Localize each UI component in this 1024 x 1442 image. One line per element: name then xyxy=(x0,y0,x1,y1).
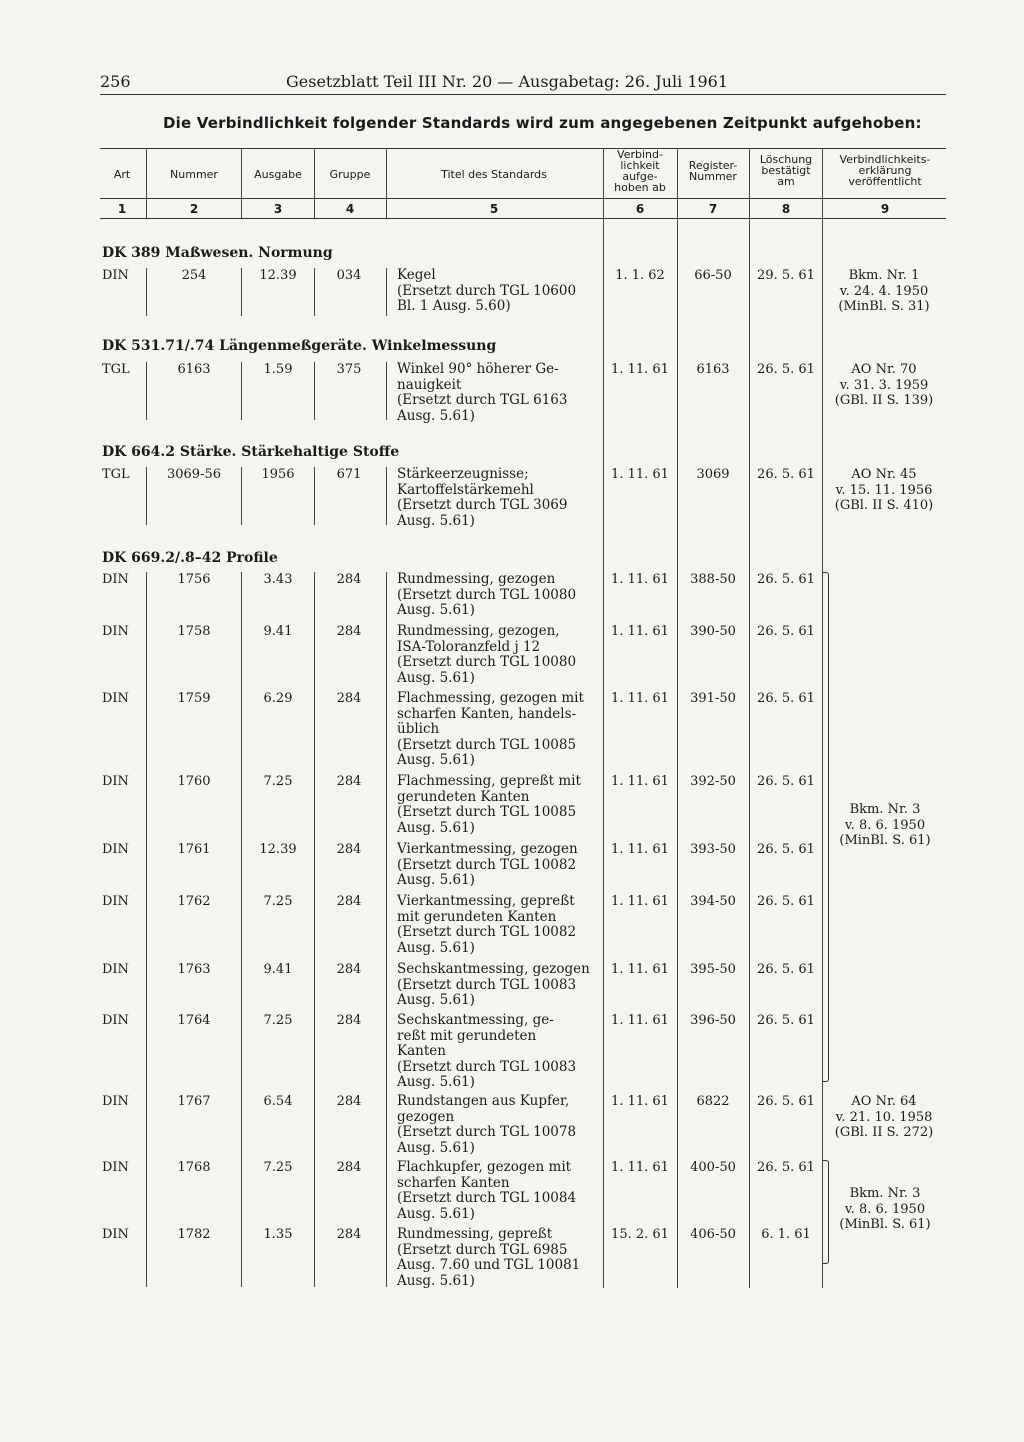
cell-art: DIN xyxy=(102,1013,129,1028)
row-divider xyxy=(241,362,242,420)
cell-ausgabe: 1956 xyxy=(261,467,295,482)
cell-titel: Winkel 90° höherer Ge- nauigkeit (Ersetzt durch TGL 6163 Ausg. 5.61) xyxy=(397,361,568,424)
cell-loeschung: 26. 5. 61 xyxy=(757,572,815,587)
cell-loeschung: 26. 5. 61 xyxy=(757,362,815,377)
cell-titel: Rundstangen aus Kupfer, gezogen (Ersetzt durch TGL 10078 Ausg. 5.61) xyxy=(397,1093,577,1156)
running-header xyxy=(100,70,946,95)
cell-nummer: 254 xyxy=(181,268,207,283)
cell-nummer: 6163 xyxy=(177,362,211,377)
cell-ausgabe: 7.25 xyxy=(263,1013,293,1028)
cell-art: DIN xyxy=(102,1160,129,1175)
cell-nummer: 3069-56 xyxy=(166,467,222,482)
row-divider xyxy=(146,467,147,525)
cell-loeschung: 26. 5. 61 xyxy=(757,1094,815,1109)
intro-heading: Die Verbindlichkeit folgender Standards wird zum angegebenen Zeitpunkt aufgehoben: xyxy=(163,114,922,132)
cell-register: 393-50 xyxy=(690,842,736,857)
cell-gruppe: 284 xyxy=(336,624,362,639)
cell-art: DIN xyxy=(102,624,129,639)
cell-gruppe: 375 xyxy=(336,362,362,377)
cell-gruppe: 284 xyxy=(336,774,362,789)
col-header-gruppe: Gruppe xyxy=(329,168,371,181)
col-divider xyxy=(314,148,315,218)
cell-art: DIN xyxy=(102,268,129,283)
cell-gruppe: 284 xyxy=(336,842,362,857)
col-number: 2 xyxy=(189,202,199,216)
cell-loeschung: 26. 5. 61 xyxy=(757,842,815,857)
row-divider xyxy=(241,268,242,316)
col-number: 6 xyxy=(635,202,645,216)
cell-ausgabe: 1.35 xyxy=(263,1227,293,1242)
cell-loeschung: 26. 5. 61 xyxy=(757,691,815,706)
cell-register: 388-50 xyxy=(690,572,736,587)
col-divider xyxy=(386,572,387,1287)
col-divider xyxy=(677,148,678,1288)
cell-nummer: 1762 xyxy=(177,894,211,909)
cell-register: 390-50 xyxy=(690,624,736,639)
col-header-loeschung: Löschung bestätigt am xyxy=(759,153,813,188)
cell-gruppe: 034 xyxy=(336,268,362,283)
cell-nummer: 1759 xyxy=(177,691,211,706)
col-header-aufgehoben: Verbind- lichkeit aufge- hoben ab xyxy=(614,148,666,194)
cell-ausgabe: 3.43 xyxy=(263,572,293,587)
cell-gruppe: 284 xyxy=(336,1094,362,1109)
cell-gruppe: 284 xyxy=(336,962,362,977)
cell-aufgehoben: 1. 11. 61 xyxy=(611,691,669,706)
cell-ausgabe: 9.41 xyxy=(263,962,293,977)
cell-aufgehoben: 1. 11. 61 xyxy=(611,572,669,587)
section-heading: DK 669.2/.8–42 Profile xyxy=(102,550,278,566)
cell-titel: Flachmessing, gezogen mit scharfen Kanten, handels- üblich (Ersetzt durch TGL 10085 Ausg. 5.61) xyxy=(397,690,584,768)
cell-nummer: 1764 xyxy=(177,1013,211,1028)
cell-aufgehoben: 1. 11. 61 xyxy=(611,1160,669,1175)
cell-aufgehoben: 1. 11. 61 xyxy=(611,467,669,482)
cell-loeschung: 29. 5. 61 xyxy=(757,268,815,283)
cell-aufgehoben: 1. 11. 61 xyxy=(611,1094,669,1109)
cell-gruppe: 284 xyxy=(336,1160,362,1175)
cell-gruppe: 284 xyxy=(336,894,362,909)
cell-art: DIN xyxy=(102,1227,129,1242)
cell-ausgabe: 12.39 xyxy=(259,842,297,857)
col-divider xyxy=(749,148,750,1288)
cell-art: DIN xyxy=(102,1094,129,1109)
col-header-art: Art xyxy=(113,168,131,181)
cell-titel: Rundmessing, gepreßt (Ersetzt durch TGL 6985 Ausg. 7.60 und TGL 10081 Ausg. 5.61) xyxy=(397,1226,581,1289)
cell-loeschung: 26. 5. 61 xyxy=(757,774,815,789)
cell-titel: Rundmessing, gezogen (Ersetzt durch TGL 10080 Ausg. 5.61) xyxy=(397,571,577,618)
cell-ausgabe: 12.39 xyxy=(259,268,297,283)
cell-titel: Sechskantmessing, ge- reßt mit gerundeten Kanten (Ersetzt durch TGL 10083 Ausg. 5.61) xyxy=(397,1012,577,1090)
cell-aufgehoben: 1. 11. 61 xyxy=(611,362,669,377)
cell-art: DIN xyxy=(102,691,129,706)
cell-titel: Sechskantmessing, gezogen (Ersetzt durch TGL 10083 Ausg. 5.61) xyxy=(397,961,590,1008)
cell-nummer: 1763 xyxy=(177,962,211,977)
cell-register: 406-50 xyxy=(690,1227,736,1242)
col-divider xyxy=(314,572,315,1287)
cell-aufgehoben: 1. 11. 61 xyxy=(611,842,669,857)
cell-ausgabe: 9.41 xyxy=(263,624,293,639)
table-number-rule xyxy=(100,218,946,219)
cell-nummer: 1767 xyxy=(177,1094,211,1109)
row-divider xyxy=(146,362,147,420)
cell-register: 396-50 xyxy=(690,1013,736,1028)
cell-nummer: 1756 xyxy=(177,572,211,587)
cell-ausgabe: 6.29 xyxy=(263,691,293,706)
cell-erklaerung: Bkm. Nr. 1 v. 24. 4. 1950 (MinBl. S. 31) xyxy=(838,268,930,314)
row-divider xyxy=(241,467,242,525)
cell-register: 395-50 xyxy=(690,962,736,977)
cell-nummer: 1768 xyxy=(177,1160,211,1175)
table-top-rule xyxy=(100,148,946,149)
running-head: Gesetzblatt Teil III Nr. 20 — Ausgabetag: 26. Juli 1961 xyxy=(286,72,729,91)
row-divider xyxy=(386,268,387,316)
cell-aufgehoben: 1. 11. 61 xyxy=(611,1013,669,1028)
section-heading: DK 531.71/.74 Längenmeßgeräte. Winkelmessung xyxy=(102,338,497,354)
page-number: 256 xyxy=(100,72,131,91)
cell-titel: Flachkupfer, gezogen mit scharfen Kanten (Ersetzt durch TGL 10084 Ausg. 5.61) xyxy=(397,1159,577,1222)
col-divider xyxy=(146,148,147,218)
col-header-ausgabe: Ausgabe xyxy=(254,168,302,181)
col-divider xyxy=(603,148,604,1288)
cell-titel: Stärkeerzeugnisse; Kartoffelstärkemehl (Ersetzt durch TGL 3069 Ausg. 5.61) xyxy=(397,466,568,529)
cell-erklaerung: AO Nr. 45 v. 15. 11. 1956 (GBl. II S. 410) xyxy=(834,467,934,513)
cell-loeschung: 6. 1. 61 xyxy=(761,1227,811,1242)
cell-nummer: 1758 xyxy=(177,624,211,639)
row-divider xyxy=(314,467,315,525)
cell-loeschung: 26. 5. 61 xyxy=(757,894,815,909)
cell-ausgabe: 7.25 xyxy=(263,774,293,789)
cell-ausgabe: 7.25 xyxy=(263,894,293,909)
cell-gruppe: 284 xyxy=(336,572,362,587)
cell-gruppe: 284 xyxy=(336,1013,362,1028)
cell-gruppe: 284 xyxy=(336,691,362,706)
cell-gruppe: 284 xyxy=(336,1227,362,1242)
group-note: Bkm. Nr. 3 v. 8. 6. 1950 (MinBl. S. 61) xyxy=(839,1186,931,1232)
row-divider xyxy=(314,362,315,420)
group-note: Bkm. Nr. 3 v. 8. 6. 1950 (MinBl. S. 61) xyxy=(839,802,931,848)
row-divider xyxy=(386,467,387,525)
section-heading: DK 389 Maßwesen. Normung xyxy=(102,245,333,261)
cell-loeschung: 26. 5. 61 xyxy=(757,467,815,482)
cell-titel: Rundmessing, gezogen, ISA-Toloranzfeld j 12 (Ersetzt durch TGL 10080 Ausg. 5.61) xyxy=(397,623,577,686)
cell-titel: Kegel (Ersetzt durch TGL 10600 Bl. 1 Ausg. 5.60) xyxy=(397,267,577,314)
cell-art: TGL xyxy=(102,362,130,377)
cell-nummer: 1782 xyxy=(177,1227,211,1242)
col-number: 3 xyxy=(273,202,283,216)
row-divider xyxy=(314,268,315,316)
cell-register: 66-50 xyxy=(694,268,732,283)
cell-gruppe: 671 xyxy=(336,467,362,482)
col-number: 5 xyxy=(489,202,499,216)
col-header-register: Register- Nummer xyxy=(688,159,738,183)
cell-nummer: 1760 xyxy=(177,774,211,789)
cell-register: 391-50 xyxy=(690,691,736,706)
cell-register: 6822 xyxy=(696,1094,730,1109)
cell-art: DIN xyxy=(102,842,129,857)
cell-erklaerung: AO Nr. 70 v. 31. 3. 1959 (GBl. II S. 139) xyxy=(834,362,934,408)
cell-aufgehoben: 1. 11. 61 xyxy=(611,774,669,789)
cell-loeschung: 26. 5. 61 xyxy=(757,962,815,977)
cell-titel: Flachmessing, gepreßt mit gerundeten Kanten (Ersetzt durch TGL 10085 Ausg. 5.61) xyxy=(397,773,581,836)
cell-erklaerung: AO Nr. 64 v. 21. 10. 1958 (GBl. II S. 272) xyxy=(834,1094,934,1140)
cell-register: 6163 xyxy=(696,362,730,377)
cell-art: TGL xyxy=(102,467,130,482)
col-divider xyxy=(386,148,387,218)
cell-art: DIN xyxy=(102,774,129,789)
cell-register: 392-50 xyxy=(690,774,736,789)
cell-register: 394-50 xyxy=(690,894,736,909)
col-number: 9 xyxy=(880,202,890,216)
cell-art: DIN xyxy=(102,894,129,909)
row-divider xyxy=(146,268,147,316)
cell-titel: Vierkantmessing, gepreßt mit gerundeten Kanten (Ersetzt durch TGL 10082 Ausg. 5.61) xyxy=(397,893,577,956)
cell-ausgabe: 1.59 xyxy=(263,362,293,377)
col-divider xyxy=(241,148,242,218)
cell-ausgabe: 6.54 xyxy=(263,1094,293,1109)
cell-aufgehoben: 15. 2. 61 xyxy=(611,1227,669,1242)
col-header-titel: Titel des Standards xyxy=(441,168,547,181)
cell-loeschung: 26. 5. 61 xyxy=(757,1160,815,1175)
cell-ausgabe: 7.25 xyxy=(263,1160,293,1175)
row-divider xyxy=(386,362,387,420)
cell-nummer: 1761 xyxy=(177,842,211,857)
col-divider xyxy=(146,572,147,1287)
cell-register: 400-50 xyxy=(690,1160,736,1175)
col-header-erklaerung: Verbindlichkeits- erklärung veröffentlicht xyxy=(839,153,931,188)
section-heading: DK 664.2 Stärke. Stärkehaltige Stoffe xyxy=(102,444,400,460)
col-number: 1 xyxy=(117,202,127,216)
cell-titel: Vierkantmessing, gezogen (Ersetzt durch TGL 10082 Ausg. 5.61) xyxy=(397,841,578,888)
col-divider xyxy=(241,572,242,1287)
cell-aufgehoben: 1. 11. 61 xyxy=(611,894,669,909)
col-header-nummer: Nummer xyxy=(170,168,218,181)
col-number: 4 xyxy=(345,202,355,216)
cell-loeschung: 26. 5. 61 xyxy=(757,624,815,639)
cell-aufgehoben: 1. 1. 62 xyxy=(615,268,665,283)
table-header-rule xyxy=(100,198,946,199)
cell-aufgehoben: 1. 11. 61 xyxy=(611,962,669,977)
cell-art: DIN xyxy=(102,572,129,587)
col-number: 8 xyxy=(781,202,791,216)
cell-loeschung: 26. 5. 61 xyxy=(757,1013,815,1028)
col-number: 7 xyxy=(708,202,718,216)
cell-register: 3069 xyxy=(696,467,730,482)
cell-art: DIN xyxy=(102,962,129,977)
cell-aufgehoben: 1. 11. 61 xyxy=(611,624,669,639)
